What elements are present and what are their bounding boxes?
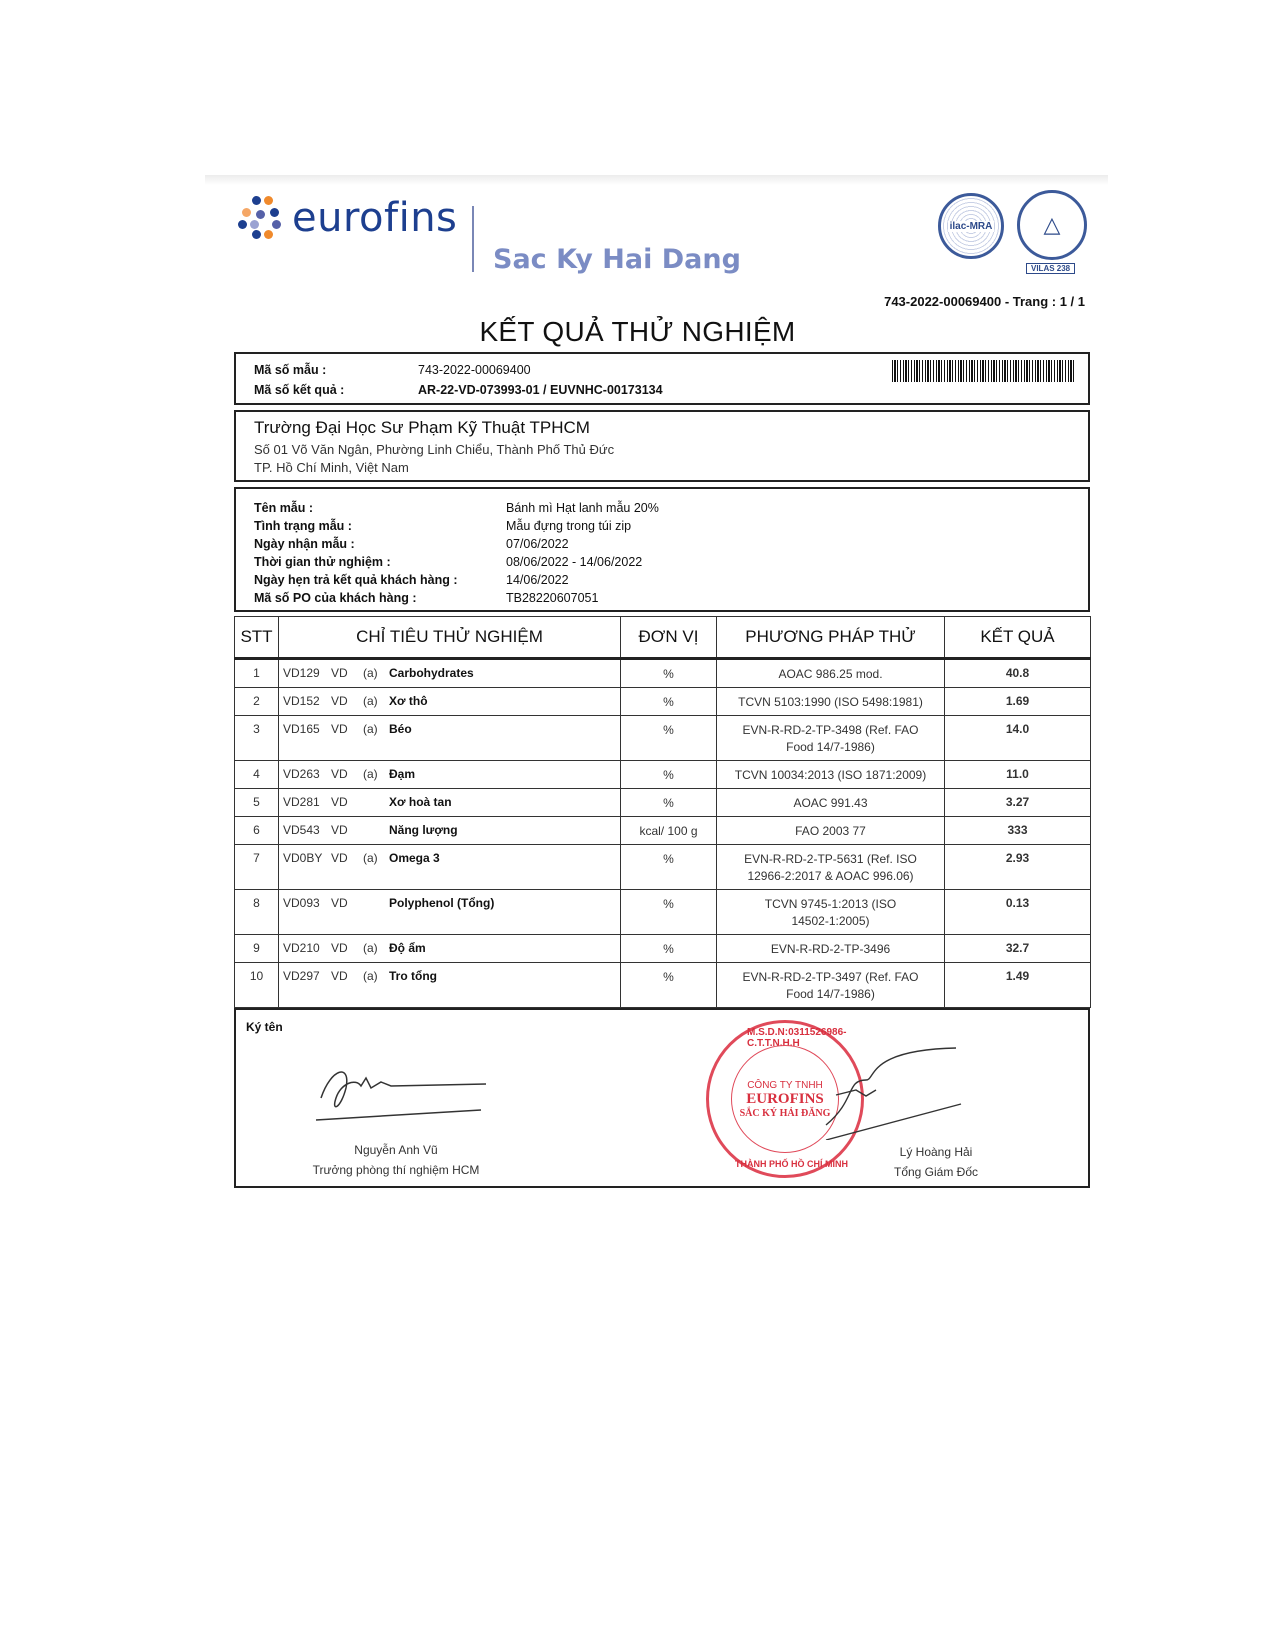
row-unit: %	[621, 935, 717, 963]
row-result: 11.0	[945, 761, 1091, 789]
row-parameter-cell	[279, 963, 621, 1008]
stamp-line-1: CÔNG TY TNHH	[747, 1079, 823, 1091]
row-lab: VD	[331, 795, 348, 809]
row-parameter-cell	[279, 845, 621, 890]
stamp-line-2: EUROFINS	[746, 1090, 824, 1107]
sample-field-value: Mẫu đựng trong túi zip	[506, 519, 632, 533]
col-unit: ĐƠN VỊ	[621, 617, 717, 659]
row-result: 1.49	[945, 963, 1091, 1008]
row-method-cell	[717, 761, 945, 789]
row-lab: VD	[331, 823, 348, 837]
sample-field-value: Bánh mì Hạt lanh mẫu 20%	[506, 501, 659, 515]
page-reference: 743-2022-00069400 - Trang : 1 / 1	[884, 294, 1085, 309]
sample-field-label: Ngày hẹn trả kết quả khách hàng :	[254, 573, 458, 587]
row-method: TCVN 9745-1:2013 (ISO	[764, 897, 897, 911]
row-stt: 7	[235, 845, 279, 890]
sample-field-value: 14/06/2022	[506, 573, 569, 587]
row-code: VD297	[283, 969, 320, 983]
row-stt: 6	[235, 817, 279, 845]
table-row	[235, 659, 1091, 688]
row-method: EVN-R-RD-2-TP-3497 (Ref. FAO	[742, 970, 919, 984]
row-parameter: Xơ hoà tan	[389, 795, 452, 809]
table-row	[235, 789, 1091, 817]
table-row	[235, 688, 1091, 716]
signature-2-icon	[816, 1040, 976, 1140]
row-parameter: Năng lượng	[389, 823, 458, 837]
row-accreditation: (a)	[363, 666, 378, 680]
row-parameter: Carbohydrates	[389, 666, 474, 680]
sample-no-label: Mã số mẫu :	[254, 363, 327, 377]
row-code: VD543	[283, 823, 320, 837]
customer-box	[234, 410, 1090, 482]
row-code: VD263	[283, 767, 320, 781]
row-parameter-cell	[279, 659, 621, 688]
row-method-cont: Food 14/7-1986)	[786, 740, 875, 754]
row-accreditation: (a)	[363, 722, 378, 736]
row-method-cell	[717, 845, 945, 890]
row-lab: VD	[331, 767, 348, 781]
row-result: 32.7	[945, 935, 1091, 963]
row-lab: VD	[331, 722, 348, 736]
sample-field-label: Mã số PO của khách hàng :	[254, 591, 417, 605]
signature-1-icon	[311, 1058, 501, 1128]
signer-1	[296, 1140, 496, 1180]
row-unit: %	[621, 890, 717, 935]
row-method-cont: 12966-2:2017 & AOAC 996.06)	[747, 869, 914, 883]
row-accreditation: (a)	[363, 941, 378, 955]
row-parameter-cell	[279, 817, 621, 845]
row-result: 2.93	[945, 845, 1091, 890]
row-parameter-cell	[279, 716, 621, 761]
row-parameter: Béo	[389, 722, 412, 736]
ilac-label: ilac-MRA	[949, 220, 993, 232]
sample-field-label: Thời gian thử nghiệm :	[254, 555, 391, 569]
signer-1-name: Nguyễn Anh Vũ	[354, 1143, 438, 1157]
row-unit: %	[621, 716, 717, 761]
row-unit: kcal/ 100 g	[621, 817, 717, 845]
row-lab: VD	[331, 851, 348, 865]
row-stt: 3	[235, 716, 279, 761]
row-code: VD165	[283, 722, 320, 736]
col-result: KẾT QUẢ	[945, 617, 1091, 659]
row-result: 0.13	[945, 890, 1091, 935]
row-method-cell	[717, 817, 945, 845]
sub-brand: Sac Ky Hai Dang	[493, 244, 741, 275]
row-method: TCVN 10034:2013 (ISO 1871:2009)	[734, 768, 927, 782]
row-parameter-cell	[279, 935, 621, 963]
result-no: AR-22-VD-073993-01 / EUVNHC-00173134	[418, 383, 663, 397]
row-unit: %	[621, 761, 717, 789]
row-unit: %	[621, 963, 717, 1008]
ilac-mra-icon	[938, 193, 1004, 259]
row-result: 333	[945, 817, 1091, 845]
row-result: 14.0	[945, 716, 1091, 761]
page-top-band	[205, 175, 1108, 185]
table-row	[235, 845, 1091, 890]
row-result: 1.69	[945, 688, 1091, 716]
row-method-cell	[717, 659, 945, 688]
row-accreditation: (a)	[363, 969, 378, 983]
row-result: 40.8	[945, 659, 1091, 688]
table-header-row	[235, 617, 1091, 659]
customer-address-2: TP. Hồ Chí Minh, Việt Nam	[254, 460, 409, 475]
table-row	[235, 761, 1091, 789]
sample-no: 743-2022-00069400	[418, 363, 531, 377]
sample-field-label: Tình trạng mẫu :	[254, 519, 352, 533]
row-method-cont: Food 14/7-1986)	[786, 987, 875, 1001]
row-lab: VD	[331, 941, 348, 955]
row-accreditation: (a)	[363, 851, 378, 865]
row-code: VD0BY	[283, 851, 323, 865]
row-code: VD129	[283, 666, 320, 680]
sample-field-label: Tên mẫu :	[254, 501, 314, 515]
row-lab: VD	[331, 969, 348, 983]
logo-divider	[472, 206, 474, 272]
row-code: VD281	[283, 795, 320, 809]
stamp-ring-text: M.S.D.N:0311526986-C.T.T.N.H.H	[747, 1027, 847, 1049]
signer-2-name: Lý Hoàng Hải	[899, 1145, 973, 1159]
signature-box	[234, 1008, 1090, 1188]
sample-field-value: 08/06/2022 - 14/06/2022	[506, 555, 643, 569]
row-method: EVN-R-RD-2-TP-3496	[770, 942, 891, 956]
table-row	[235, 963, 1091, 1008]
row-code: VD093	[283, 896, 320, 910]
row-result: 3.27	[945, 789, 1091, 817]
stamp-line-3: SẮC KÝ HẢI ĐĂNG	[739, 1107, 831, 1119]
col-method: PHƯƠNG PHÁP THỬ	[717, 617, 945, 659]
row-method: TCVN 5103:1990 (ISO 5498:1981)	[738, 695, 923, 709]
row-method: AOAC 986.25 mod.	[778, 667, 883, 681]
row-parameter: Đạm	[389, 767, 416, 781]
row-accreditation: (a)	[363, 694, 378, 708]
stamp-bottom-text: THÀNH PHỐ HỒ CHÍ MINH	[735, 1159, 848, 1169]
row-parameter: Độ ẩm	[389, 941, 426, 955]
row-parameter: Xơ thô	[389, 694, 428, 708]
row-method-cont: 14502-1:2005)	[791, 914, 870, 928]
row-lab: VD	[331, 896, 348, 910]
brand-name: eurofins	[292, 195, 458, 241]
sample-info-box	[234, 487, 1090, 612]
vilas-badge: VILAS 238	[1026, 263, 1075, 274]
row-stt: 5	[235, 789, 279, 817]
row-unit: %	[621, 845, 717, 890]
row-unit: %	[621, 659, 717, 688]
row-method-cell	[717, 963, 945, 1008]
signer-2	[866, 1142, 1006, 1182]
row-stt: 9	[235, 935, 279, 963]
row-method-cell	[717, 890, 945, 935]
eurofins-dots-icon	[238, 196, 284, 240]
row-code: VD152	[283, 694, 320, 708]
customer-address-1: Số 01 Võ Văn Ngân, Phường Linh Chiểu, Thành Phố Thủ Đức	[254, 442, 615, 457]
signature-label: Ký tên	[246, 1020, 283, 1034]
col-parameter: CHỈ TIÊU THỬ NGHIỆM	[279, 617, 621, 659]
row-unit: %	[621, 789, 717, 817]
table-row	[235, 935, 1091, 963]
table-row	[235, 716, 1091, 761]
row-code: VD210	[283, 941, 320, 955]
row-method-cell	[717, 789, 945, 817]
row-lab: VD	[331, 694, 348, 708]
row-method-cell	[717, 935, 945, 963]
sample-field-value: TB28220607051	[506, 591, 599, 605]
row-method: AOAC 991.43	[793, 796, 868, 810]
row-parameter-cell	[279, 688, 621, 716]
document-title: KẾT QUẢ THỬ NGHIỆM	[479, 316, 796, 347]
row-parameter-cell	[279, 789, 621, 817]
row-method-cell	[717, 716, 945, 761]
row-lab: VD	[331, 666, 348, 680]
row-parameter: Tro tổng	[389, 969, 437, 983]
row-parameter-cell	[279, 890, 621, 935]
row-accreditation: (a)	[363, 767, 378, 781]
signer-1-title: Trưởng phòng thí nghiệm HCM	[312, 1163, 480, 1177]
signer-2-title: Tổng Giám Đốc	[893, 1165, 979, 1179]
row-stt: 1	[235, 659, 279, 688]
row-parameter-cell	[279, 761, 621, 789]
row-stt: 4	[235, 761, 279, 789]
row-method: EVN-R-RD-2-TP-3498 (Ref. FAO	[742, 723, 919, 737]
table-row	[235, 890, 1091, 935]
eurofins-logo	[238, 195, 457, 241]
row-stt: 2	[235, 688, 279, 716]
col-stt: STT	[235, 617, 279, 659]
accreditation-seal-icon: △	[1017, 190, 1087, 260]
row-parameter: Polyphenol (Tổng)	[389, 896, 495, 910]
row-method: FAO 2003 77	[795, 824, 866, 838]
customer-name: Trường Đại Học Sư Phạm Kỹ Thuật TPHCM	[254, 418, 590, 437]
result-no-label: Mã số kết quả :	[254, 383, 345, 397]
row-method: EVN-R-RD-2-TP-5631 (Ref. ISO	[744, 852, 917, 866]
row-unit: %	[621, 688, 717, 716]
row-stt: 8	[235, 890, 279, 935]
barcode-icon	[892, 360, 1074, 382]
row-parameter: Omega 3	[389, 851, 440, 865]
table-row	[235, 817, 1091, 845]
sample-field-label: Ngày nhận mẫu :	[254, 537, 355, 551]
results-table	[234, 616, 1091, 1008]
row-stt: 10	[235, 963, 279, 1008]
row-method-cell	[717, 688, 945, 716]
sample-field-value: 07/06/2022	[506, 537, 569, 551]
ids-box	[234, 352, 1090, 405]
